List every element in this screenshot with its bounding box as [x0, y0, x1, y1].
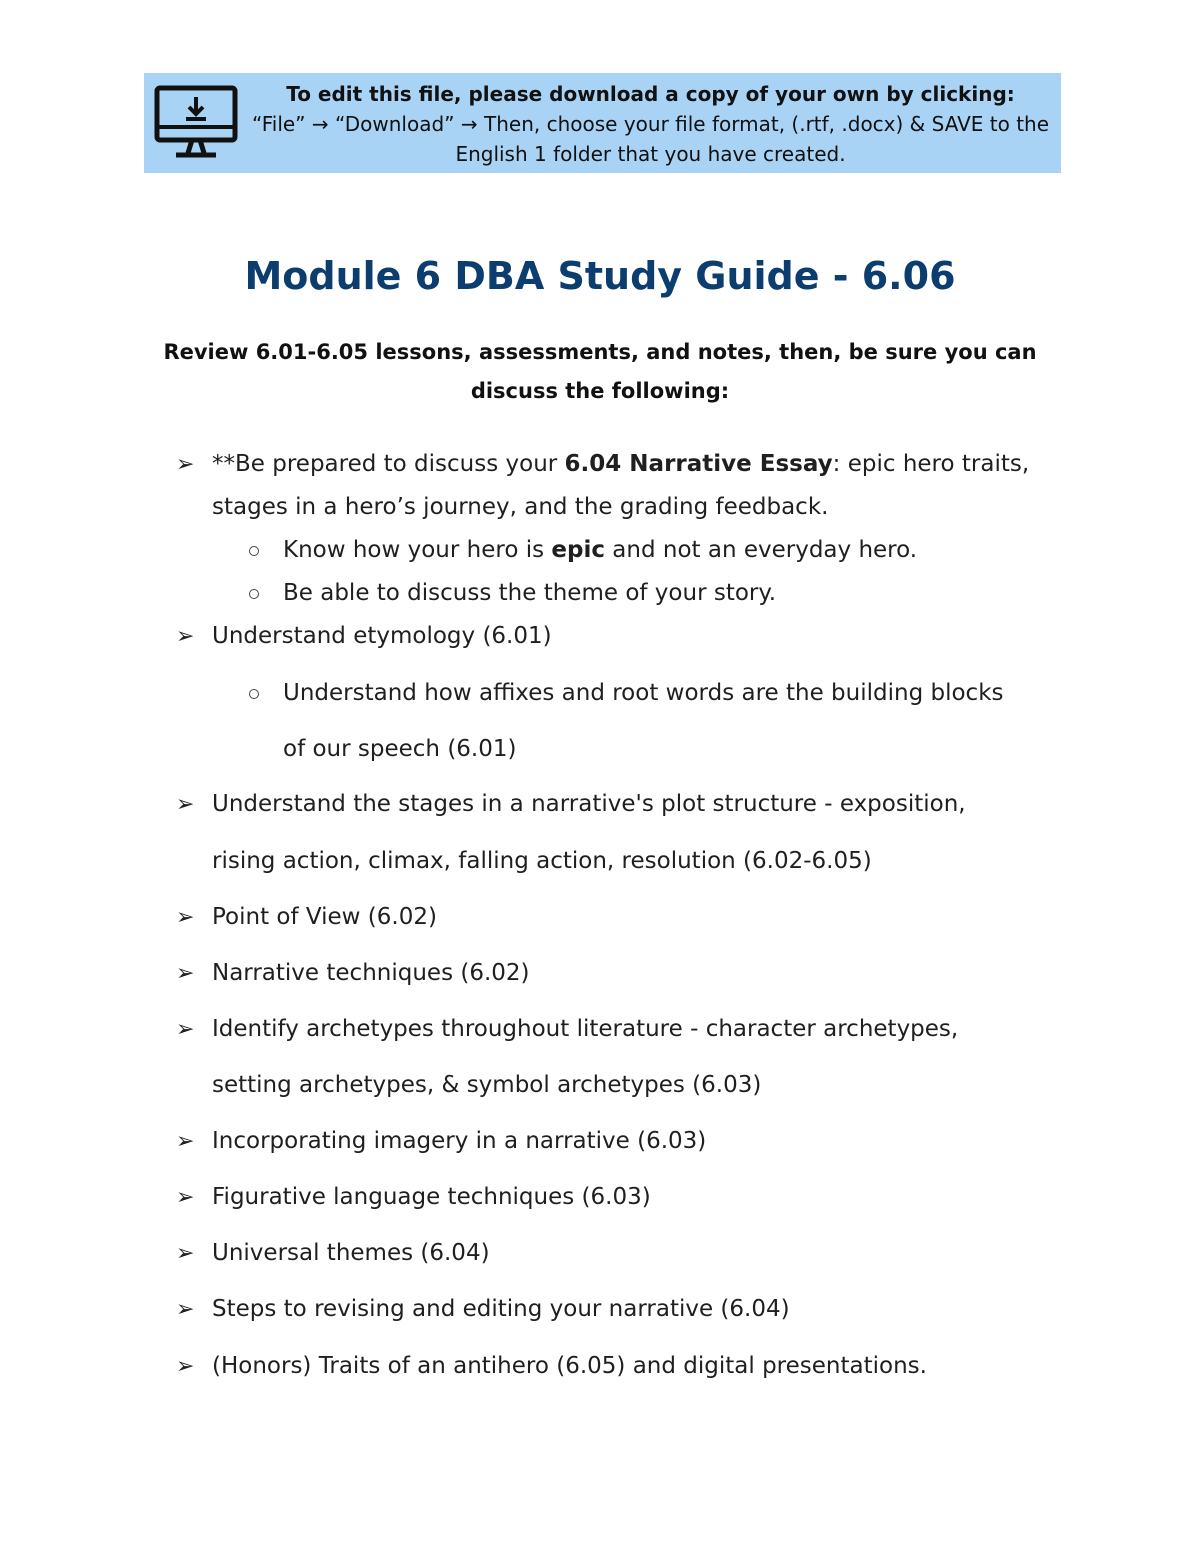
- arrow-bullet-icon: ➢: [176, 1297, 195, 1322]
- arrow-bullet-icon: ➢: [176, 452, 195, 477]
- sub-item-theme: Be able to discuss the theme of your story.: [283, 580, 777, 606]
- arrow-bullet-icon: ➢: [176, 792, 195, 817]
- arrow-bullet-icon: ➢: [176, 1354, 195, 1379]
- list-item-plot-line2: rising action, climax, falling action, resolution (6.02-6.05): [212, 848, 872, 874]
- list-item-essay-line2: stages in a hero’s journey, and the grading feedback.: [212, 494, 829, 520]
- essay-text-bold: 6.04 Narrative Essay: [564, 451, 833, 477]
- sub-item-epic-bold: epic: [551, 537, 605, 563]
- list-item-archetypes-line2: setting archetypes, & symbol archetypes (6.03): [212, 1072, 762, 1098]
- list-item-figurative: Figurative language techniques (6.03): [212, 1184, 651, 1210]
- list-item-essay: [212, 443, 1029, 486]
- sub-item-epic-hero: [283, 529, 917, 572]
- list-item-etymology: Understand etymology (6.01): [212, 623, 552, 649]
- banner-text: [244, 79, 1057, 169]
- circle-bullet-icon: [249, 546, 259, 556]
- arrow-bullet-icon: ➢: [176, 1017, 195, 1042]
- essay-text-pre: **Be prepared to discuss your: [212, 451, 565, 477]
- list-item-honors: (Honors) Traits of an antihero (6.05) and digital presentations.: [212, 1353, 927, 1379]
- list-item-techniques: Narrative techniques (6.02): [212, 960, 530, 986]
- banner-steps: “File” → “Download” → Then, choose your file format, (.rtf, .docx) & SAVE to the: [251, 112, 1050, 136]
- essay-text-post: : epic hero traits,: [832, 451, 1030, 477]
- sub-item-epic-pre: Know how your hero is: [283, 537, 552, 563]
- list-item-imagery: Incorporating imagery in a narrative (6.03): [212, 1128, 707, 1154]
- arrow-bullet-icon: ➢: [176, 1241, 195, 1266]
- arrow-bullet-icon: ➢: [176, 905, 195, 930]
- arrow-bullet-icon: ➢: [176, 961, 195, 986]
- circle-bullet-icon: [249, 589, 259, 599]
- banner-folder-note: English 1 folder that you have created.: [455, 142, 846, 166]
- intro-line-2: discuss the following:: [470, 379, 730, 403]
- computer-download-icon: [152, 83, 240, 161]
- list-item-archetypes: Identify archetypes throughout literature - character archetypes,: [212, 1016, 959, 1042]
- arrow-bullet-icon: ➢: [176, 624, 195, 649]
- circle-bullet-icon: [249, 689, 259, 699]
- intro-text: [150, 333, 1050, 411]
- intro-line-1: Review 6.01-6.05 lessons, assessments, and notes, then, be sure you can: [163, 340, 1037, 364]
- download-instructions-banner: [144, 73, 1061, 173]
- arrow-bullet-icon: ➢: [176, 1185, 195, 1210]
- sub-item-affixes-line2: of our speech (6.01): [283, 736, 517, 762]
- page-title: Module 6 DBA Study Guide - 6.06: [244, 254, 956, 298]
- list-item-themes: Universal themes (6.04): [212, 1240, 490, 1266]
- arrow-bullet-icon: ➢: [176, 1129, 195, 1154]
- list-item-plot: Understand the stages in a narrative's plot structure - exposition,: [212, 791, 966, 817]
- list-item-pov: Point of View (6.02): [212, 904, 437, 930]
- sub-item-affixes: Understand how affixes and root words are the building blocks: [283, 680, 1004, 706]
- sub-item-epic-post: and not an everyday hero.: [605, 537, 918, 563]
- banner-heading: To edit this file, please download a copy of your own by clicking:: [286, 82, 1015, 106]
- list-item-revising: Steps to revising and editing your narrative (6.04): [212, 1296, 790, 1322]
